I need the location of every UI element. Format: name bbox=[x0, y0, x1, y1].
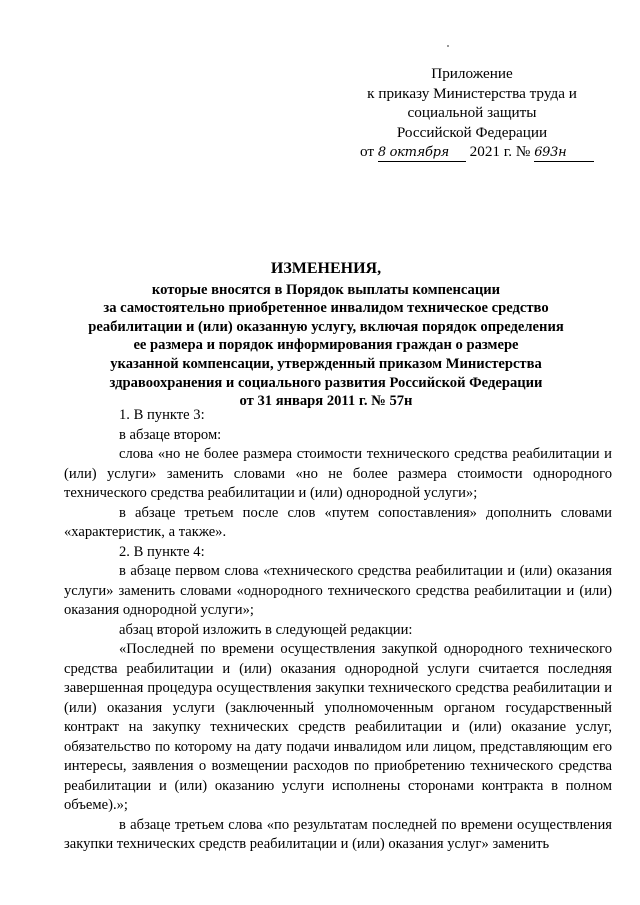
title-line: здравоохранения и социального развития Российской Федерации bbox=[109, 374, 543, 391]
appendix-line: Российской Федерации bbox=[396, 123, 548, 141]
paragraph: 2. В пункте 4: bbox=[119, 543, 205, 560]
title-line: указанной компенсации, утвержденный приказом Министерства bbox=[110, 355, 542, 372]
document-title bbox=[70, 260, 582, 411]
order-date-line bbox=[360, 142, 590, 162]
handwritten-date: 8 октября bbox=[378, 145, 466, 162]
title-line: от 31 января 2011 г. № 57н bbox=[239, 393, 413, 410]
title-line: которые вносятся в Порядок выплаты компенсации bbox=[151, 281, 501, 298]
paragraph: в абзаце первом слова «технического средства реабилитации и (или) оказания услуги» заменить словами «однородного технического средства реабилитации и (или) оказания однородной услуги»; bbox=[64, 563, 612, 618]
paragraph: в абзаце втором: bbox=[119, 426, 222, 443]
scan-speck bbox=[447, 45, 449, 47]
title-heading: ИЗМЕНЕНИЯ, bbox=[270, 260, 382, 277]
appendix-line: к приказу Министерства труда и bbox=[367, 84, 577, 102]
paragraph: слова «но не более размера стоимости технического средства реабилитации и (или) услуги» заменить словами «но не более размера стоимости однородного технического средства реабилитации и (или) однородной услуги»; bbox=[64, 446, 612, 501]
handwritten-order-number: 693н bbox=[534, 145, 594, 162]
year-text: 2021 г. № bbox=[469, 143, 531, 160]
paragraph: абзац второй изложить в следующей редакции: bbox=[119, 621, 413, 638]
paragraph: в абзаце третьем слова «по результатам последней по времени осуществления закупки технических средств реабилитации и (или) оказания услуг» заменить bbox=[64, 816, 612, 852]
title-line: реабилитации и (или) оказанную услугу, включая порядок определения bbox=[88, 318, 564, 335]
title-line: за самостоятельно приобретенное инвалидом техническое средство bbox=[103, 300, 549, 317]
appendix-line: социальной защиты bbox=[407, 104, 537, 121]
paragraph: 1. В пункте 3: bbox=[119, 407, 205, 423]
paragraph: в абзаце третьем после слов «путем сопоставления» дополнить словами «характеристик, а также». bbox=[64, 504, 612, 540]
title-line: ее размера и порядок информирования граждан о размере bbox=[133, 337, 519, 354]
appendix-header bbox=[354, 64, 590, 162]
appendix-line: Приложение bbox=[431, 65, 513, 82]
document-body bbox=[64, 406, 612, 855]
date-prefix: от bbox=[360, 143, 375, 160]
paragraph: «Последней по времени осуществления закупкой однородного технического средства реабилитации и (или) оказания однородной услуги считается последняя завершенная процедура осуществления закупки технического средства реабилитации и (или) оказания услуги (заключенный уполномоченным органом государственный контракт на закупку технических средств реабилитации и (или) оказание услуг, обязательство по которому на дату подачи инвалидом или лицом, представляющим его интересы, заявления о возмещении расходов по приобретению технического средства реабилитации и (или) оказанию услуги исполнены сторонами контракта в полном объеме).»; bbox=[64, 641, 612, 813]
